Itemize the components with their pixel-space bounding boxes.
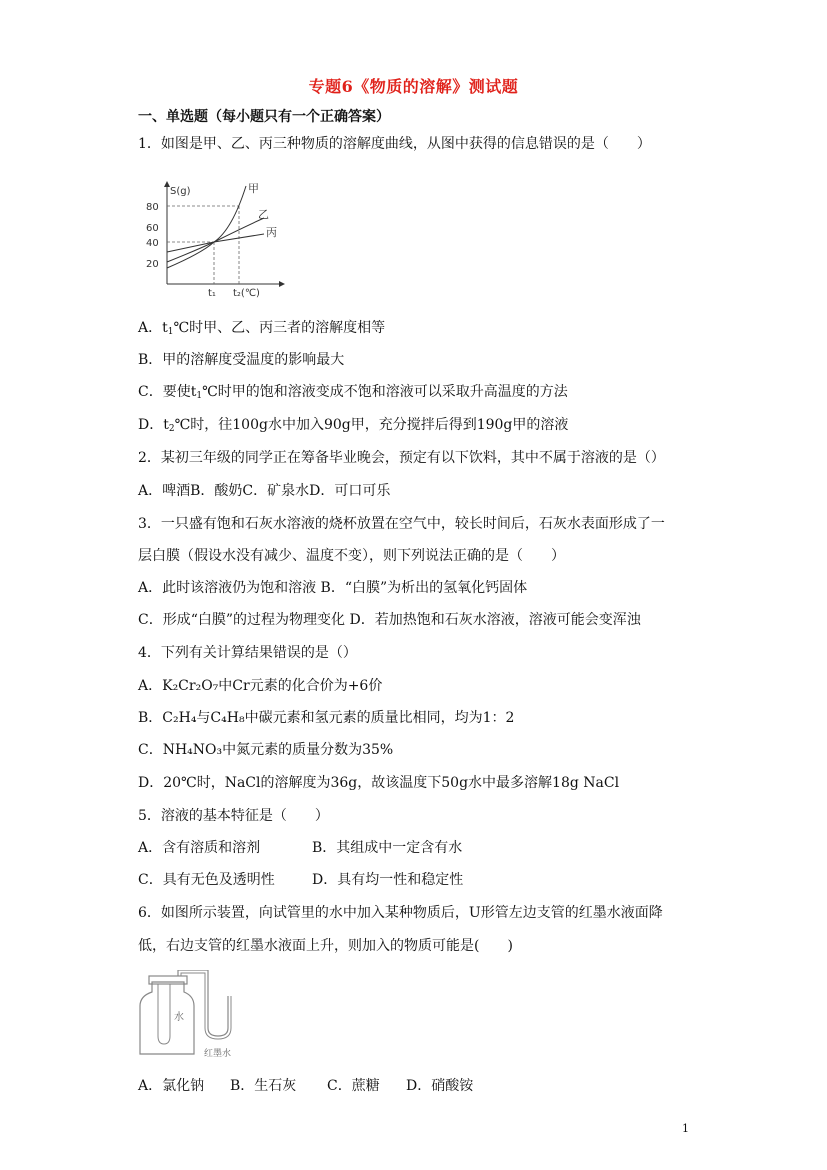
q2-stem: 2．某初三年级的同学正在筹备毕业晚会，预定有以下饮料，其中不属于溶液的是（） xyxy=(138,450,665,466)
q3-options-cd: C．形成“白膜”的过程为物理变化 D．若加热饱和石灰水溶液，溶液可能会变浑浊 xyxy=(138,612,641,628)
q1-option-c: C．要使$t_1℃$时甲的饱和溶液变成不饱和溶液可以采取升高温度的方法 xyxy=(138,384,568,401)
q4-option-a: A．K₂Cr₂O₇中Cr元素的化合价为+6价 xyxy=(138,678,383,694)
q1-option-b: B．甲的溶解度受温度的影响最大 xyxy=(138,352,345,368)
curve-jia xyxy=(167,186,246,268)
q4-option-d: D．20℃时，NaCl的溶解度为36g，故该温度下50g水中最多溶解18g NaCl xyxy=(138,775,620,791)
ytick-60: 60 xyxy=(146,223,159,234)
q6-apparatus-diagram xyxy=(138,970,258,1064)
ytick-80: 80 xyxy=(146,202,159,213)
page-title: 专题6《物质的溶解》测试题 xyxy=(308,77,519,96)
q3-options-ab: A．此时该溶液仍为饱和溶液 B．“白膜”为析出的氢氧化钙固体 xyxy=(138,580,528,596)
section-heading: 一、单选题（每小题只有一个正确答案） xyxy=(138,109,390,125)
series-label-jia: 甲 xyxy=(248,182,259,195)
q1-solubility-chart xyxy=(142,178,292,298)
q6-option-a: A．氯化钠 xyxy=(138,1078,205,1094)
q6-stem-line1: 6．如图所示装置，向试管里的水中加入某种物质后，U形管左边支管的红墨水液面降 xyxy=(138,905,663,921)
q3-stem-line2: 层白膜（假设水没有减少、温度不变），则下列说法正确的是（ ） xyxy=(138,548,565,564)
q4-option-c: C．NH₄NO₃中氮元素的质量分数为35% xyxy=(138,742,394,758)
ytick-40: 40 xyxy=(146,238,159,249)
stopper xyxy=(149,976,187,984)
q3-stem-line1: 3．一只盛有饱和石灰水溶液的烧杯放置在空气中，较长时间后，石灰水表面形成了一 xyxy=(138,516,665,532)
q5-option-a: A．含有溶质和溶剂 xyxy=(138,840,261,856)
q6-option-c: C．蔗糖 xyxy=(327,1078,380,1094)
q5-stem: 5．溶液的基本特征是（ ） xyxy=(138,808,329,824)
q5-option-b: B．其组成中一定含有水 xyxy=(312,840,463,856)
test-tube xyxy=(158,984,170,1044)
connecting-tube xyxy=(178,970,228,1036)
q1-stem: 1．如图是甲、乙、丙三种物质的溶解度曲线，从图中获得的信息错误的是（ ） xyxy=(138,136,651,152)
ytick-20: 20 xyxy=(146,259,159,270)
q2-options: A．啤酒B．酸奶C．矿泉水D．可口可乐 xyxy=(138,483,391,499)
xtick-t1: t₁ xyxy=(208,288,216,298)
q6-stem-line2: 低，右边支管的红墨水液面上升，则加入的物质可能是( ) xyxy=(138,938,513,954)
q5-option-d: D．具有均一性和稳定性 xyxy=(312,872,464,888)
q5-option-c: C．具有无色及透明性 xyxy=(138,872,275,888)
xtick-t2: t₂(℃) xyxy=(233,288,260,298)
label-red-ink: 红墨水 xyxy=(204,1049,232,1059)
series-label-bing: 丙 xyxy=(266,226,277,239)
q4-option-b: B．C₂H₄与C₄H₈中碳元素和氢元素的质量比相同，均为1：2 xyxy=(138,710,515,726)
q1-option-d: D．$t_2℃$时，往100g水中加入90g甲，充分搅拌后得到190g甲的溶液 xyxy=(138,417,569,434)
q1-option-a: A．$t_1℃$时甲、乙、丙三者的溶解度相等 xyxy=(138,320,386,337)
q4-stem: 4．下列有关计算结果错误的是（） xyxy=(138,645,357,661)
chart-ylabel: S(g) xyxy=(170,186,191,197)
label-water: 水 xyxy=(174,1012,184,1023)
q6-option-b: B．生石灰 xyxy=(230,1078,297,1094)
curve-bing xyxy=(167,234,264,252)
q6-option-d: D．硝酸铵 xyxy=(406,1078,474,1094)
series-label-yi: 乙 xyxy=(258,208,269,221)
page-number: 1 xyxy=(682,1122,689,1135)
curve-yi xyxy=(167,218,264,262)
